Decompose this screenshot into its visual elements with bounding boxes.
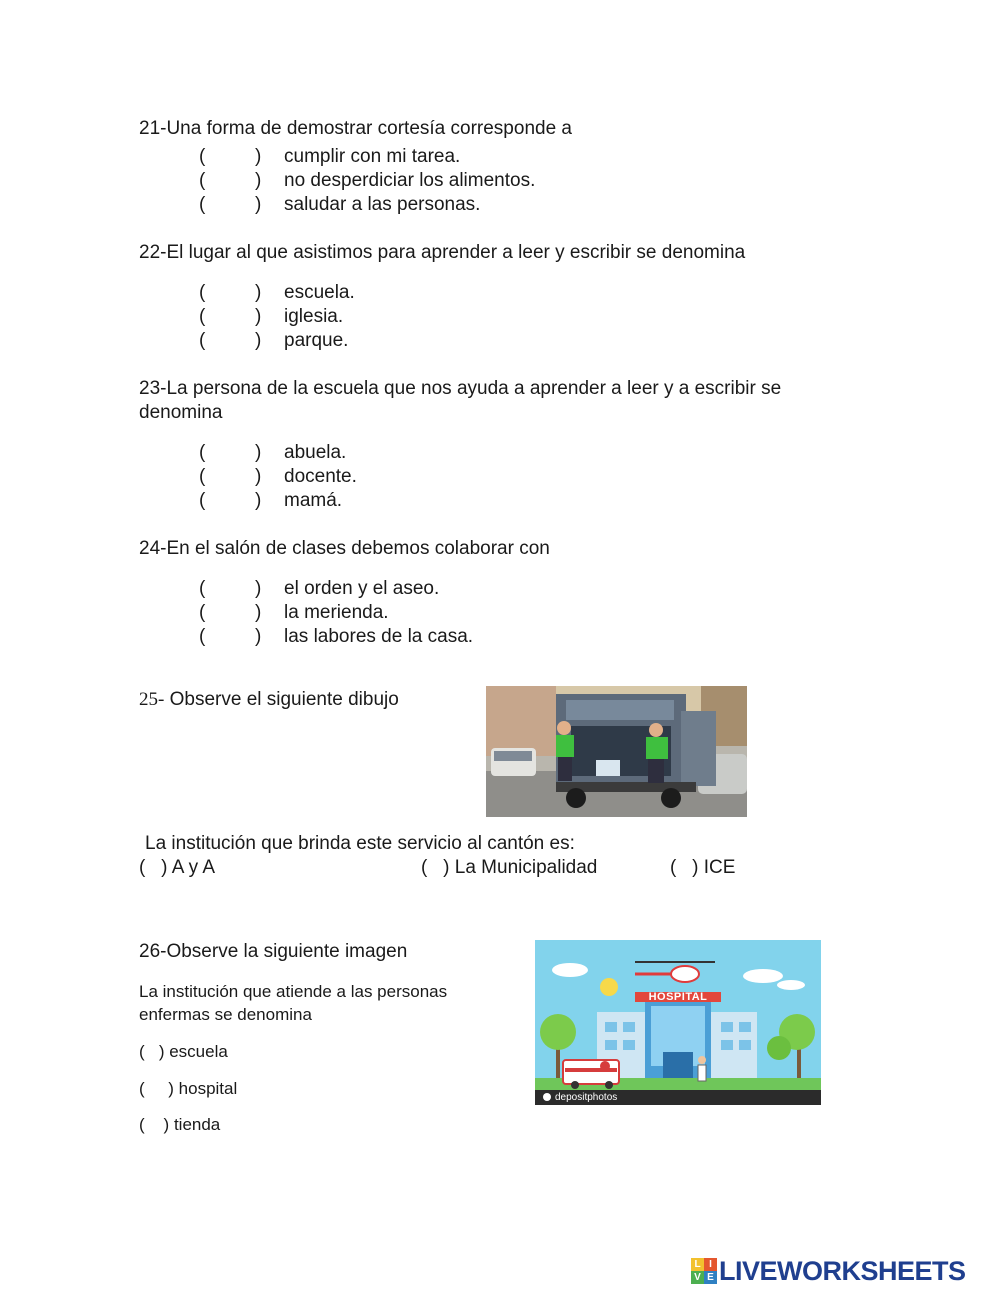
option-row[interactable]: ( ) tienda — [139, 1115, 221, 1134]
question-23: 23-La persona de la escuela que nos ayuda a aprender a leer y a escribir se — [139, 378, 782, 399]
question-25-statement: La institución que brinda este servicio al cantón es: — [145, 833, 575, 854]
option-row[interactable]: ( ) hospital — [139, 1079, 238, 1098]
paren-open: ( — [199, 306, 206, 327]
question-26-statement-continued: enfermas se denomina — [139, 1005, 312, 1024]
logo-mark-icon — [691, 1258, 717, 1284]
paren-close: ) — [255, 602, 262, 623]
option-text: mamá. — [284, 490, 343, 511]
question-21: 21-Una forma de demostrar cortesía corresponde a — [139, 118, 572, 139]
option-row[interactable] — [0, 465, 1000, 489]
watermark-text: depositphotos — [555, 1092, 618, 1103]
option-row[interactable] — [0, 305, 1000, 329]
paren-open: ( — [199, 466, 206, 487]
option-text: abuela. — [284, 442, 347, 463]
paren-close: ) — [255, 170, 262, 191]
option-row[interactable]: ( ) ICE — [670, 857, 736, 878]
option-row[interactable]: ( ) La Municipalidad — [421, 857, 598, 878]
option-row[interactable] — [0, 145, 1000, 169]
paren-open: ( — [199, 330, 206, 351]
option-row[interactable] — [0, 193, 1000, 217]
paren-open: ( — [199, 194, 206, 215]
hospital-illustration — [535, 940, 821, 1105]
paren-open: ( — [199, 578, 206, 599]
paren-open: ( — [199, 170, 206, 191]
paren-open: ( — [199, 146, 206, 167]
option-row[interactable] — [0, 577, 1000, 601]
liveworksheets-logo[interactable] — [691, 1256, 991, 1286]
option-text: iglesia. — [284, 306, 344, 327]
question-25 — [139, 688, 399, 712]
option-row[interactable] — [0, 169, 1000, 193]
paren-open: ( — [199, 282, 206, 303]
question-prompt: Observe el siguiente dibujo — [164, 689, 399, 710]
option-row[interactable]: ( ) A y A — [139, 857, 216, 878]
paren-close: ) — [255, 466, 262, 487]
question-22: 22-El lugar al que asistimos para aprender a leer y escribir se denomina — [139, 242, 746, 263]
option-text: docente. — [284, 466, 357, 487]
option-text: escuela. — [284, 282, 355, 303]
hospital-sign: HOSPITAL — [648, 991, 708, 1003]
paren-close: ) — [255, 578, 262, 599]
logo-mark-letter: I — [704, 1258, 717, 1271]
paren-close: ) — [255, 146, 262, 167]
option-row[interactable] — [0, 489, 1000, 513]
paren-close: ) — [255, 282, 262, 303]
logo-mark-letter: V — [691, 1271, 704, 1284]
paren-close: ) — [255, 626, 262, 647]
paren-open: ( — [199, 626, 206, 647]
logo-text: LIVEWORKSHEETS — [719, 1256, 966, 1286]
logo-mark-letter: L — [691, 1258, 704, 1271]
paren-close: ) — [255, 194, 262, 215]
option-row[interactable] — [0, 625, 1000, 649]
option-text: las labores de la casa. — [284, 626, 474, 647]
question-23-continued: denomina — [139, 402, 223, 423]
option-row[interactable]: ( ) escuela — [139, 1042, 228, 1061]
question-24: 24-En el salón de clases debemos colaborar con — [139, 538, 550, 559]
paren-close: ) — [255, 490, 262, 511]
logo-mark-letter: E — [704, 1271, 717, 1284]
paren-open: ( — [199, 602, 206, 623]
option-text: el orden y el aseo. — [284, 578, 440, 599]
garbage-truck-photo — [486, 686, 747, 817]
paren-close: ) — [255, 330, 262, 351]
option-row[interactable] — [0, 601, 1000, 625]
option-text: no desperdiciar los alimentos. — [284, 170, 536, 191]
option-text: parque. — [284, 330, 349, 351]
paren-close: ) — [255, 442, 262, 463]
option-row[interactable] — [0, 441, 1000, 465]
paren-close: ) — [255, 306, 262, 327]
paren-open: ( — [199, 490, 206, 511]
option-text: la merienda. — [284, 602, 389, 623]
option-text: saludar a las personas. — [284, 194, 481, 215]
option-row[interactable] — [0, 329, 1000, 353]
question-number: 25- — [139, 689, 165, 710]
option-text: cumplir con mi tarea. — [284, 146, 461, 167]
option-row[interactable] — [0, 281, 1000, 305]
paren-open: ( — [199, 442, 206, 463]
question-26-statement: La institución que atiende a las personas — [139, 982, 448, 1001]
question-26: 26-Observe la siguiente imagen — [139, 941, 408, 962]
